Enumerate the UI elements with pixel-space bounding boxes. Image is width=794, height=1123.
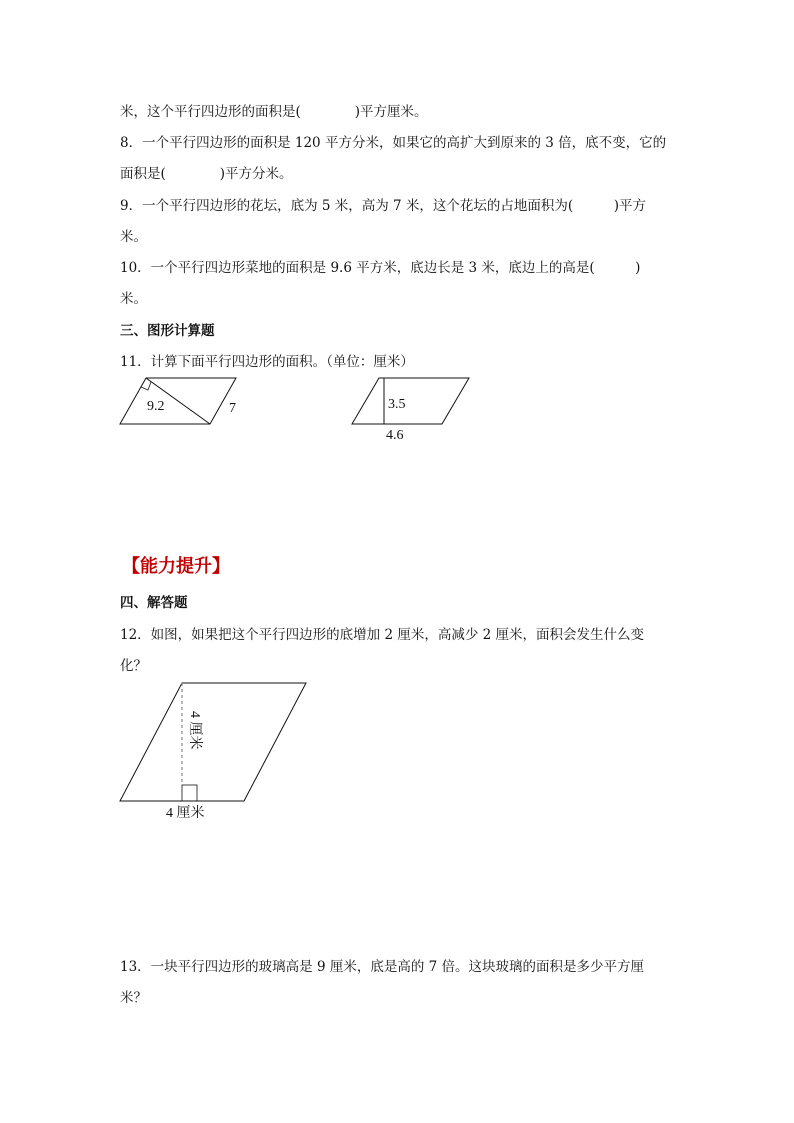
- section-3-heading: 三、图形计算题: [120, 323, 215, 339]
- question-11: 11．计算下面平行四边形的面积。（单位：厘米）: [120, 354, 414, 370]
- question-9-line-2: 米。: [120, 229, 147, 245]
- figure-parallelogram-2: [342, 370, 482, 445]
- question-13-line-1: 13．一块平行四边形的玻璃高是 9 厘米，底是高的 7 倍。这块玻璃的面积是多少平方厘: [120, 959, 645, 975]
- section-4-heading: 四、解答题: [120, 595, 188, 611]
- parallelogram-outline: [352, 378, 469, 424]
- question-10-line-2: 米。: [120, 291, 147, 307]
- height-label: 9.2: [147, 399, 165, 414]
- ability-heading: 【能力提升】: [122, 556, 230, 577]
- question-12-line-1: 12．如图，如果把这个平行四边形的底增加 2 厘米，高减少 2 厘米，面积会发生什么变: [120, 627, 645, 643]
- question-10-line-1: 10．一个平行四边形菜地的面积是 9.6 平方米，底边长是 3 米，底边上的高是( ): [120, 260, 641, 276]
- base-label: 4.6: [386, 428, 404, 443]
- figure-parallelogram-3: [110, 675, 320, 825]
- base-label: 4 厘米: [166, 806, 205, 821]
- height-label: 4 厘米: [187, 711, 202, 750]
- question-9-line-1: 9．一个平行四边形的花坛，底为 5 米，高为 7 米，这个花坛的占地面积为( )平方: [120, 198, 646, 214]
- right-angle-mark: [182, 785, 197, 801]
- question-8-line-1: 8．一个平行四边形的面积是 120 平方分米，如果它的高扩大到原来的 3 倍，底不变，它的: [120, 135, 667, 151]
- figure-parallelogram-1: [110, 370, 260, 432]
- question-8-line-2: 面积是( )平方分米。: [120, 166, 293, 182]
- question-12-line-2: 化？: [120, 658, 147, 674]
- question-13-line-2: 米？: [120, 990, 147, 1006]
- side-label: 7: [229, 401, 236, 416]
- text-line-q7-end: 米，这个平行四边形的面积是( )平方厘米。: [120, 104, 428, 120]
- parallelogram-outline: [120, 683, 306, 801]
- height-label: 3.5: [388, 397, 406, 412]
